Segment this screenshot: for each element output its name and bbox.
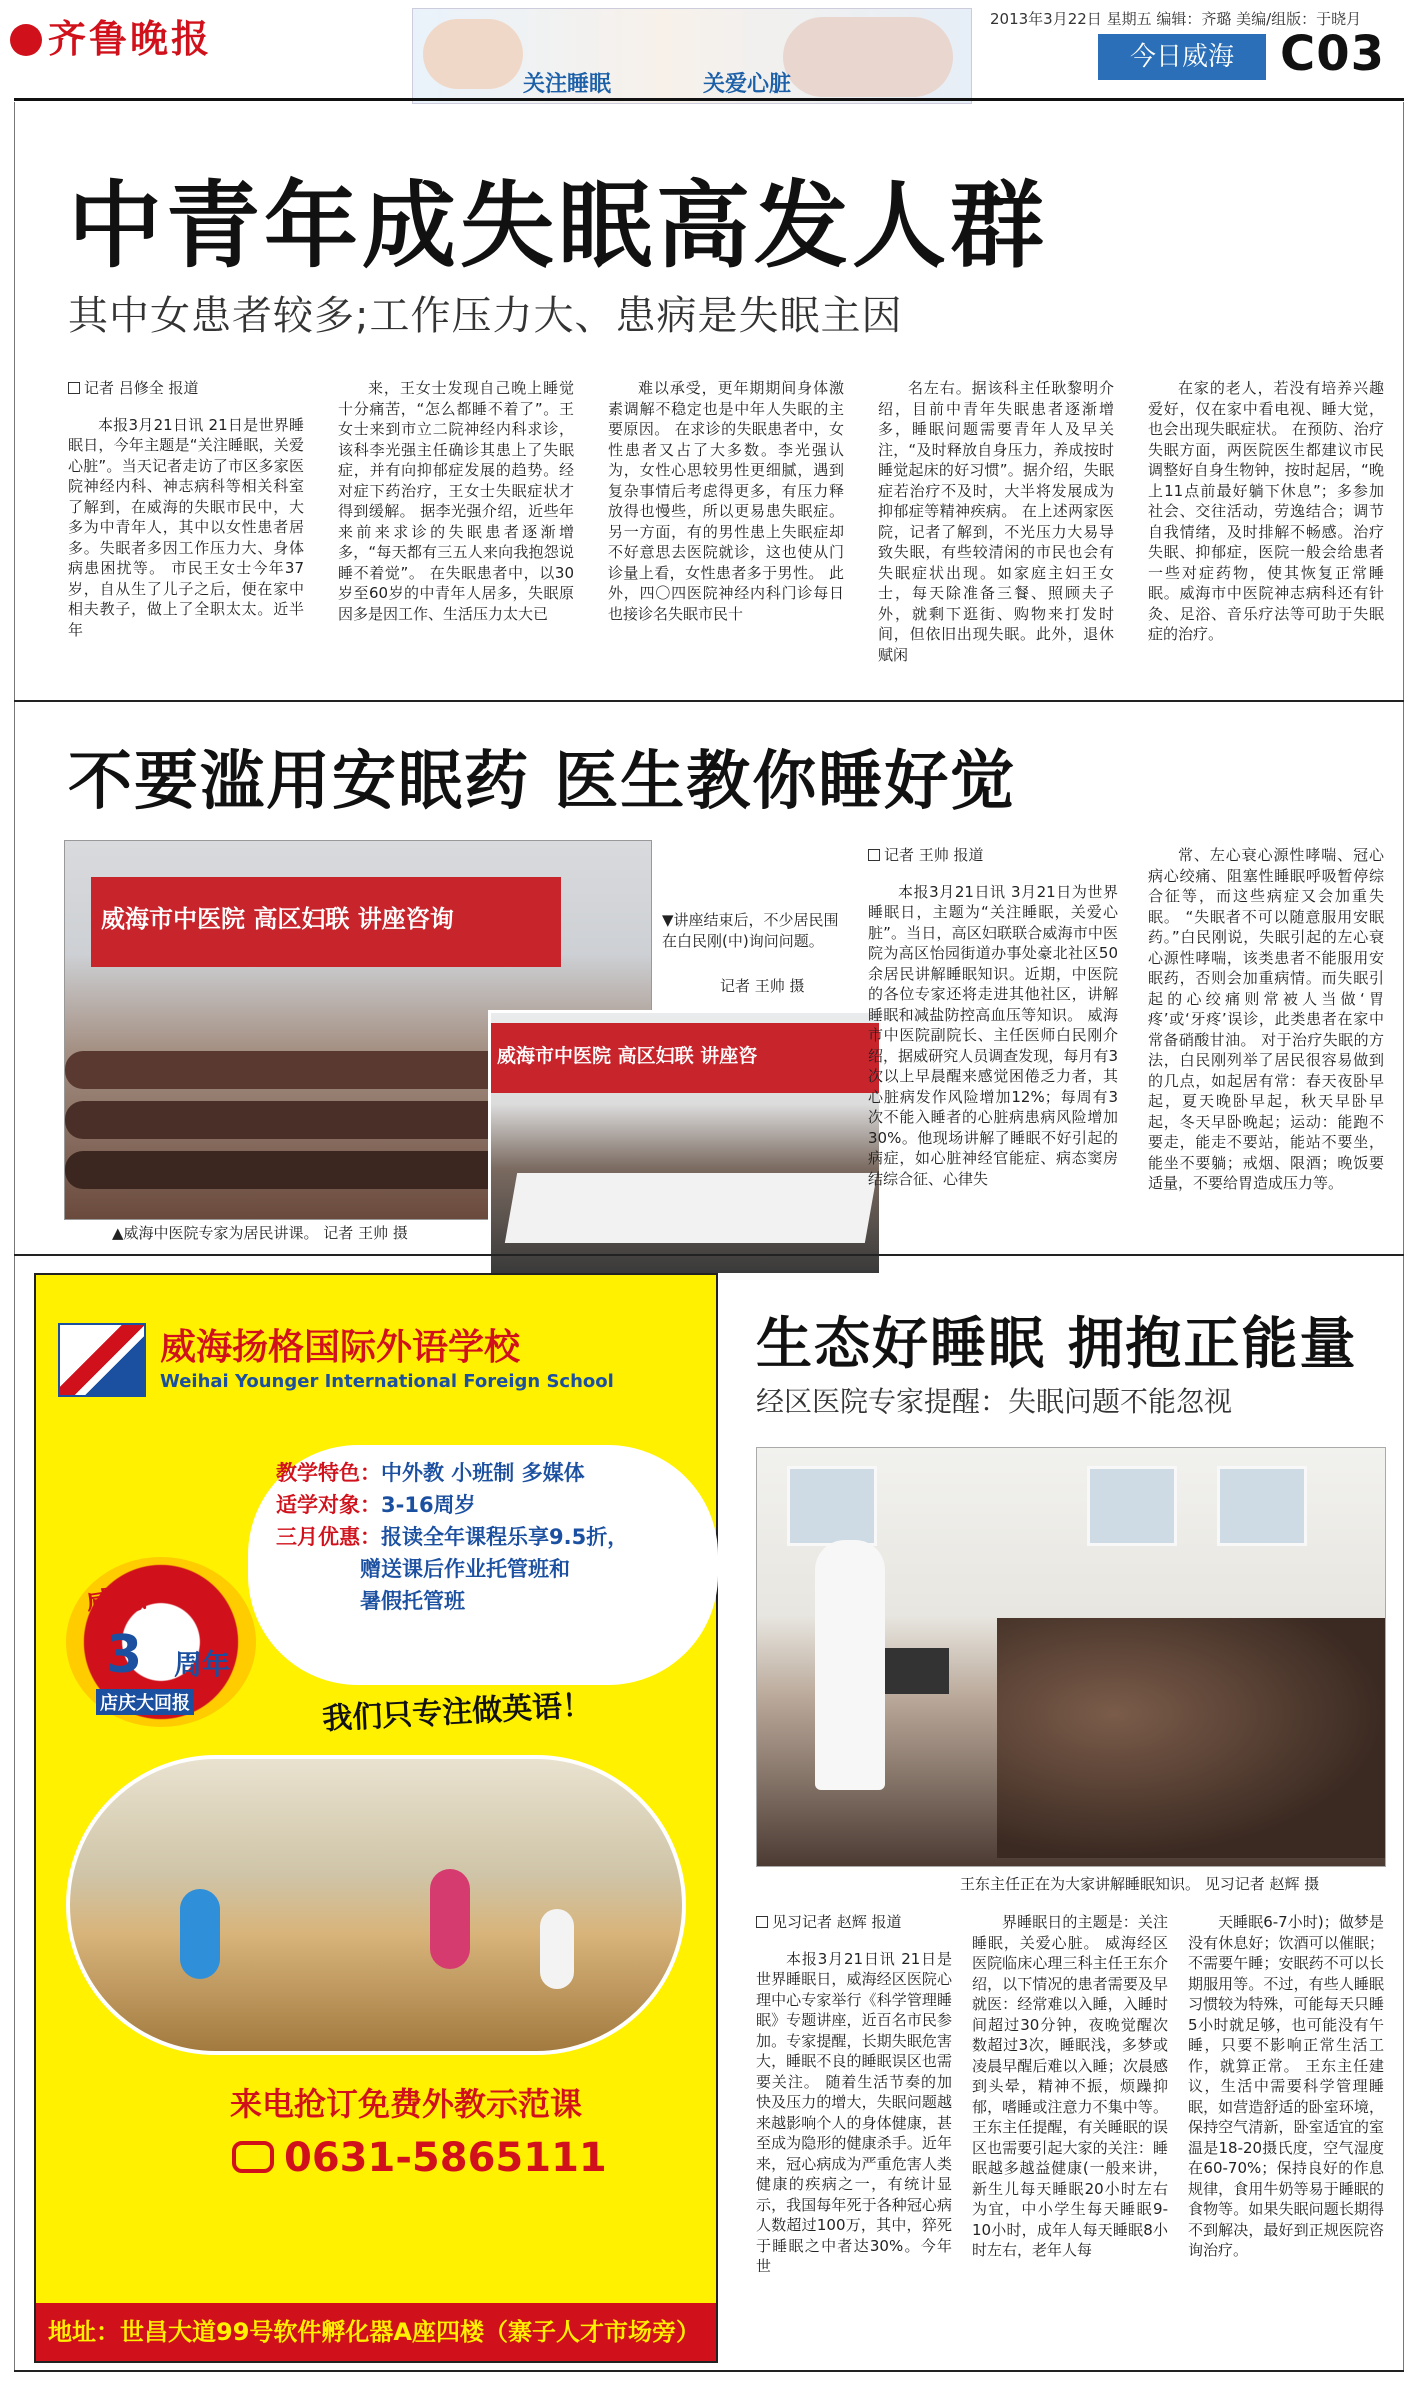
byline-box-icon bbox=[868, 849, 880, 861]
feature-list bbox=[276, 1457, 696, 1617]
article2-col1: 记者 王帅 报道 本报3月21日讯 3月21日为世界睡眠日，主题为“关注睡眠，关爱心脏”。当日，高区妇联联合威海市中医院为高区怡园街道办事处豪北社区50余居民讲解睡眠知识。近期，中医院的各位专家还将走进其他社区，讲解睡眠和减盐防控高血压等知识。 威海市中医院副院长、主任医师白民刚介绍，据威研究人员调查发现，每月有3次以上早晨醒来感觉困倦乏力者，其心脏病发作风险增加12%；每周有3次不能入睡者的心脏病患病风险增加30%。他现场讲解了睡眠不好引起的病症，如心脏神经官能症、病态窦房结综合征、心律失 bbox=[868, 846, 1118, 1188]
feature-line: 暑假托管班 bbox=[360, 1589, 465, 1613]
banner-left-text: 关注睡眠 bbox=[523, 72, 612, 97]
speaker-figure bbox=[815, 1540, 885, 1790]
banner-baby-image bbox=[423, 19, 523, 89]
date-line: 2013年3月22日 星期五 编辑：齐璐 美编/组版：于晓月 bbox=[990, 10, 1362, 28]
consultation-photo bbox=[488, 1010, 882, 1276]
child-figure bbox=[540, 1909, 574, 1989]
feature-line: 三月优惠：报读全年课程乐享9.5折， bbox=[276, 1525, 629, 1549]
badge-text: 店庆大回报 bbox=[96, 1689, 194, 1715]
topic-banner bbox=[412, 8, 972, 104]
classroom-photo bbox=[66, 1755, 686, 2055]
newspaper-logo: 齐鲁晚报 bbox=[10, 8, 212, 63]
article1-headline: 中青年成失眠高发人群 bbox=[68, 172, 1049, 281]
byline-box-icon bbox=[756, 1916, 768, 1928]
article3-subhead: 经区医院专家提醒：失眠问题不能忽视 bbox=[756, 1385, 1233, 1418]
window bbox=[1217, 1466, 1307, 1546]
window bbox=[1087, 1466, 1177, 1546]
desk bbox=[505, 1173, 877, 1243]
photo-banner: 威海市中医院 高区妇联 讲座咨 bbox=[491, 1023, 879, 1093]
logo-mark-icon bbox=[10, 24, 42, 56]
window bbox=[787, 1466, 877, 1546]
ad-call-to-action: 来电抢订免费外教示范课 bbox=[230, 2085, 583, 2123]
ad-address: 地址：世昌大道99号软件孵化器A座四楼（寨子人才市场旁） bbox=[36, 2303, 716, 2361]
article2-col2: 常、左心衰心源性哮喘、冠心病心绞痛、阻塞性睡眠呼吸暂停综合征等，而这些病症又会加重失眠。 “失眠者不可以随意服用安眠药。”白民刚说，失眠引起的左心衰心源性哮喘，该类患者不能服用安眠药，否则会加重病情。而失眠引起的心绞痛则常被人当做‘胃疼’或‘牙疼’误诊，此类患者在家中常备硝酸甘油。 对于治疗失眠的方法，白民刚列举了居民很容易做到的几点，如起居有常：春天夜卧早起，夏天晚卧早起，秋天早卧早起，冬天早卧晚起；运动：能跑不要走，能走不要站，能站不要坐，能坐不要躺；戒烟、限酒；晚饭要适量，不要给胃造成压力等。 bbox=[1148, 846, 1384, 1192]
article1-col4: 名左右。据该科主任耿黎明介绍，目前中青年失眠患者逐渐增多，睡眠问题需要青年人及早关注，“及时释放自身压力，养成按时睡觉起床的好习惯”。据介绍，失眠症若治疗不及时，大半将发展成为抑郁症等精神疾病。 在上述两家医院，记者了解到，不光压力大易导致失眠，有些较清闲的市民也会有失眠症状出现。如家庭主妇王女士，每天除准备三餐、照顾夫子外，就剩下逛街、购物来打发时间，但依旧出现失眠。此外，退休赋闲 bbox=[878, 379, 1114, 664]
child-figure bbox=[180, 1889, 220, 1979]
article3-col3: 天睡眠6-7小时)；做梦是没有休息好；饮酒可以催眠；不需要午睡；安眠药不可以长期服用等。不过，有些人睡眠习惯较为特殊，可能每天只睡5小时就足够，也可能没有午睡，只要不影响正常生活工作，就算正常。 王东主任建议，生活中需要科学管理睡眠，如营造舒适的卧室环境，保持空气清新，卧室适宜的室温是18-20摄氏度，空气湿度在60-70%；保持良好的作息规律，食用牛奶等易于睡眠的食物等。如果失眠问题长期得不到解决，最好到正规医院咨询治疗。 bbox=[1188, 1913, 1384, 2259]
school-name-en: Weihai Younger International Foreign School bbox=[160, 1371, 614, 1392]
article3-byline: 见习记者 赵辉 报道 bbox=[756, 1912, 952, 1933]
badge-text: 周年 bbox=[174, 1648, 231, 1681]
article1-byline: 记者 吕修全 报道 bbox=[68, 378, 304, 399]
article3-headline: 生态好睡眠 拥抱正能量 bbox=[756, 1312, 1358, 1377]
article1-col2: 来，王女士发现自己晚上睡觉十分痛苦，“怎么都睡不着了”。王女士来到市立二院神经内科求诊，该科李光强主任确诊其患上了失眠症，并有向抑郁症发展的趋势。经对症下药治疗，王女士失眠症状才得到缓解。 据李光强介绍，近些年来前来求诊的失眠患者逐渐增多，“每天都有三五人来向我抱怨说睡不着觉”。 在失眠患者中，以30岁至60岁的中青年人居多，失眠原因多是因工作、生活压力太大已 bbox=[338, 379, 574, 623]
laptop bbox=[885, 1648, 949, 1694]
article3-col2: 界睡眠日的主题是：关注睡眠，关爱心脏。 威海经区医院临床心理三科主任王东介绍，以下情况的患者需要及早就医：经常难以入睡，入睡时间超过30分钟，夜晚觉醒次数超过3次，睡眠浅，多梦或凌晨早醒后难以入睡；次晨感到头晕，精神不振，烦躁抑郁，嗜睡或注意力不集中等。 王东主任提醒，有关睡眠的误区也需要引起大家的关注：睡眠越多越益健康(一般来讲，新生儿每天睡眠20小时左右为宜，中小学生每天睡眠9-10小时，成年人每天睡眠8小时左右，老年人每 bbox=[972, 1913, 1168, 2259]
school-advertisement bbox=[34, 1273, 718, 2363]
divider bbox=[14, 700, 1404, 702]
feature-line: 教学特色：中外教 小班制 多媒体 bbox=[276, 1461, 585, 1485]
section-label: 今日威海 bbox=[1098, 34, 1266, 80]
byline-box-icon bbox=[68, 382, 80, 394]
divider bbox=[14, 1254, 1404, 1256]
phone-icon bbox=[232, 2141, 274, 2173]
ad-slogan: 我们只专注做英语！ bbox=[321, 1687, 593, 1738]
article1-col5: 在家的老人，若没有培养兴趣爱好，仅在家中看电视、睡大觉，也会出现失眠症状。 在预防、治疗失眠方面，两医院医生都建议市民调整好自身生物钟，按时起居，“晚上11点前最好躺下休息”；多参加社会、交往活动，劳逸结合；调节自我情绪，及时排解不畅感。治疗失眠、抑郁症，医院一般会给患者一些对症药物，使其恢复正常睡眠。威海市中医院神志病科还有针灸、足浴、音乐疗法等可助于失眠症的治疗。 bbox=[1148, 379, 1384, 643]
school-logo-icon bbox=[58, 1323, 146, 1397]
article2-byline: 记者 王帅 报道 bbox=[868, 845, 1118, 866]
photo-caption: 王东主任正在为大家讲解睡眠知识。 见习记者 赵辉 摄 bbox=[960, 1875, 1320, 1893]
feature-line: 赠送课后作业托管班和 bbox=[360, 1557, 570, 1581]
ad-phone: 0631-5865111 bbox=[232, 2135, 607, 2181]
school-name: 威海扬格国际外语学校 bbox=[160, 1327, 521, 1368]
top-rule bbox=[14, 98, 1404, 101]
feature-line: 适学对象：3-16周岁 bbox=[276, 1493, 476, 1517]
inset-caption: ▼讲座结束后，不少居民围在白民刚(中)询问问题。 bbox=[662, 911, 839, 950]
article1-col3: 难以承受，更年期期间身体激素调解不稳定也是中年人失眠的主要原因。 在求诊的失眠患者中，女性患者又占了大多数。李光强认为，女性心思较男性更细腻，遇到复杂事情后考虑得更多，有压力释放得也慢些，所以更易患失眠症。另一方面，有的男性患上失眠症却不好意思去医院就诊，这也使从门诊量上看，女性患者多于男性。 此外，四〇四医院神经内科门诊每日也接诊名失眠市民十 bbox=[608, 379, 844, 623]
article3-col1: 见习记者 赵辉 报道 本报3月21日讯 21日是世界睡眠日，威海经区医院心理中心专家举行《科学管理睡眠》专题讲座，近百名市民参加。专家提醒，长期失眠危害大，睡眠不良的睡眠误区也需要关注。 随着生活节奏的加快及压力的增大，失眠问题越来越影响个人的身体健康，甚至成为隐形的健康杀手。近年来，冠心病成为严重危害人类健康的疾病之一，有统计显示，我国每年死于各种冠心病人数超过100万，其中，猝死于睡眠之中者达30%。今年世 bbox=[756, 1913, 952, 2275]
banner-couple-image bbox=[783, 17, 953, 97]
article1-subhead: 其中女患者较多;工作压力大、患病是失眠主因 bbox=[68, 293, 903, 339]
bottom-rule bbox=[14, 2370, 1404, 2372]
badge-number: 3 bbox=[106, 1625, 143, 1685]
child-figure bbox=[430, 1869, 470, 1969]
article2-headline: 不要滥用安眠药 医生教你睡好觉 bbox=[68, 745, 1017, 819]
audience bbox=[997, 1618, 1386, 1858]
photo-caption: ▲威海中医院专家为居民讲课。 记者 王帅 摄 bbox=[112, 1224, 408, 1242]
photo-banner: 威海市中医院 高区妇联 讲座咨询 bbox=[91, 877, 561, 967]
article1-col1: 记者 吕修全 报道 本报3月21日讯 21日是世界睡眠日，今年主题是“关注睡眠，关爱心脏”。当天记者走访了市区多家医院神经内科、神志病科等相关科室了解到，在威海的失眠市民中，大多为中青年人，其中以女性患者居多。失眠者多因工作压力大、身体病患困扰等。 市民王女士今年37岁，自从生了儿子之后，便在家中相夫教子，做上了全职太太。近半年 bbox=[68, 379, 304, 639]
page-number: C03 bbox=[1280, 26, 1386, 82]
badge-text: 感恩 bbox=[84, 1580, 149, 1624]
inset-caption-credit: 记者 王帅 摄 bbox=[720, 977, 805, 995]
seminar-photo bbox=[756, 1447, 1386, 1867]
banner-right-text: 关爱心脏 bbox=[703, 72, 792, 97]
